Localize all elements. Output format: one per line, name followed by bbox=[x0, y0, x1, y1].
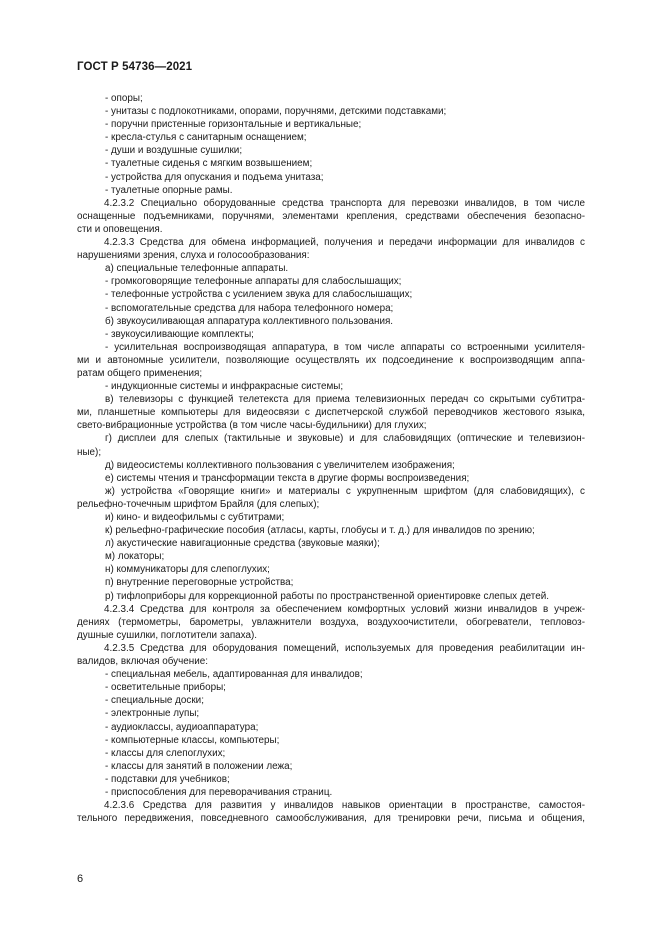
text-line: ми, планшетные компьютеры для видеосвязи с диспетчерской службой переводчиков жестового языка, bbox=[77, 407, 585, 419]
text-line: - звукоусиливающие комплекты; bbox=[105, 328, 254, 340]
text-line: и) кино- и видеофильмы с субтитрами; bbox=[105, 512, 285, 523]
text-line: - устройства для опускания и подъема унитаза; bbox=[105, 171, 324, 183]
text-line: рельефно-точечным шрифтом Брайля (для слепых); bbox=[77, 498, 320, 510]
text-line: свето-вибрационные устройства (в том числе часы-будильники) для глухих; bbox=[77, 420, 427, 432]
text-line: л) акустические навигационные средства (звуковые маяки); bbox=[105, 538, 380, 550]
text-line: 4.2.3.4 Средства для контроля за обеспечением комфортных условий жизни инвалидов в учреж- bbox=[104, 603, 585, 615]
text-line: оснащенные подъемниками, поручнями, элементами крепления, средствами обеспечения безопасно- bbox=[77, 210, 585, 222]
text-line: ратам общего применения; bbox=[77, 367, 203, 379]
text-line: - туалетные опорные рамы. bbox=[105, 184, 233, 196]
text-line: м) локаторы; bbox=[105, 551, 165, 563]
text-line: - телефонные устройства с усилением звука для слабослышащих; bbox=[105, 289, 413, 301]
text-line: - подставки для учебников; bbox=[105, 773, 230, 785]
text-line: нарушениями зрения, слуха и голосообразования: bbox=[77, 250, 310, 262]
text-line: дениях (термометры, барометры, увлажнители воздуха, воздухоочистители, обогреватели, тепловоз- bbox=[77, 616, 585, 628]
text-line: е) системы чтения и трансформации текста в другие формы воспроизведения; bbox=[105, 472, 470, 484]
text-line: д) видеосистемы коллективного пользования с увеличителем изображения; bbox=[105, 459, 455, 471]
text-line: тельного передвижения, повседневного самообслуживания, для тренировки речи, письма и общения, bbox=[77, 813, 585, 825]
text-line: н) коммуникаторы для слепоглухих; bbox=[105, 564, 270, 576]
text-line: в) телевизоры с функцией телетекста для приема телевизионных передач со скрытыми субтитра- bbox=[105, 394, 585, 406]
text-line: сти и оповещения. bbox=[77, 223, 163, 235]
text-line: а) специальные телефонные аппараты. bbox=[105, 263, 289, 275]
text-line: - души и воздушные сушилки; bbox=[105, 145, 243, 157]
text-line: ми и автономные усилители, позволяющие осуществлять их подсоединение к воспроизводящим аппа- bbox=[77, 354, 585, 366]
text-line: - электронные лупы; bbox=[105, 708, 200, 720]
page-number: 6 bbox=[77, 873, 84, 885]
text-line: ные); bbox=[77, 446, 102, 458]
text-line: - поручни пристенные горизонтальные и вертикальные; bbox=[105, 119, 362, 131]
text-line: - специальная мебель, адаптированная для инвалидов; bbox=[105, 669, 363, 681]
text-line: - кресла-стулья с санитарным оснащением; bbox=[105, 132, 307, 144]
text-line: р) тифлоприборы для коррекционной работы по пространственной ориентировке слепых детей. bbox=[105, 590, 549, 602]
text-line: - аудиоклассы, аудиоаппаратура; bbox=[105, 721, 259, 733]
text-line: 4.2.3.5 Средства для оборудования помещений, используемых для проведения реабилитации ин- bbox=[104, 642, 585, 654]
text-line: б) звукоусиливающая аппаратура коллективного пользования. bbox=[105, 315, 394, 327]
text-line: к) рельефно-графические пособия (атласы, карты, глобусы и т. д.) для инвалидов по зрению; bbox=[105, 525, 535, 537]
text-line: - компьютерные классы, компьютеры; bbox=[105, 734, 280, 746]
text-line: 4.2.3.3 Средства для обмена информацией, получения и передачи информации для инвалидов с bbox=[104, 237, 585, 249]
text-line: - приспособления для переворачивания страниц. bbox=[105, 786, 333, 798]
text-line: - унитазы с подлокотниками, опорами, поручнями, детскими подставками; bbox=[105, 106, 447, 118]
text-line: - усилительная воспроизводящая аппаратура, в том числе аппараты со встроенными усилителя- bbox=[105, 341, 585, 353]
text-line: валидов, включая обучение: bbox=[77, 656, 208, 668]
document-header: ГОСТ Р 54736—2021 bbox=[77, 61, 193, 73]
text-line: - классы для слепоглухих; bbox=[105, 747, 226, 759]
text-line: - опоры; bbox=[105, 93, 143, 104]
text-line: - индукционные системы и инфракрасные системы; bbox=[105, 381, 344, 393]
text-line: ж) устройства «Говорящие книги» и материалы с укрупненным шрифтом (для слабовидящих), с bbox=[105, 485, 585, 497]
text-line: - классы для занятий в положении лежа; bbox=[105, 760, 293, 772]
text-line: - туалетные сиденья с мягким возвышением; bbox=[105, 158, 313, 170]
text-line: п) внутренние переговорные устройства; bbox=[105, 577, 294, 589]
text-line: 4.2.3.2 Специально оборудованные средства транспорта для перевозки инвалидов, в том числе bbox=[104, 197, 585, 209]
text-line: г) дисплеи для слепых (тактильные и звуковые) и для слабовидящих (оптические и телевизион- bbox=[105, 433, 585, 445]
document-body bbox=[77, 92, 585, 825]
text-line: 4.2.3.6 Средства для развития у инвалидов навыков ориентации в пространстве, самостоя- bbox=[104, 800, 585, 812]
text-line: - специальные доски; bbox=[105, 695, 204, 707]
text-line: - громкоговорящие телефонные аппараты для слабослышащих; bbox=[105, 276, 402, 288]
text-line: - осветительные приборы; bbox=[105, 682, 226, 694]
text-line: душные сушилки, поглотители запаха). bbox=[77, 629, 258, 641]
text-line: - вспомогательные средства для набора телефонного номера; bbox=[105, 302, 394, 314]
